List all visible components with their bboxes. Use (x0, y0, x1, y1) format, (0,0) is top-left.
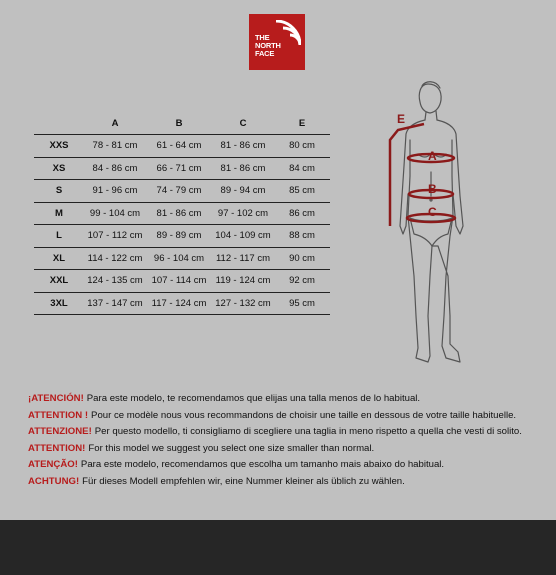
note-lead: ATTENZIONE! (28, 426, 92, 438)
note-text: Pour ce modèle nous vous recommandons de choisir une taille en dessous de votre taille habituelle. (91, 409, 517, 421)
cell-c: 89 - 94 cm (212, 180, 274, 203)
table-row (34, 225, 330, 248)
cell-b: 89 - 89 cm (146, 225, 212, 248)
cell-b: 117 - 124 cm (146, 292, 212, 315)
body-measurement-figure (380, 76, 490, 376)
note-lead: ATTENTION! (28, 442, 86, 454)
cell-e: 95 cm (274, 292, 330, 315)
cell-c: 119 - 124 cm (212, 270, 274, 293)
cell-c: 104 - 109 cm (212, 225, 274, 248)
cell-a: 78 - 81 cm (84, 135, 146, 158)
table-row (34, 157, 330, 180)
size-label: 3XL (34, 292, 84, 315)
header-e: E (274, 112, 330, 135)
label-b: B (428, 182, 437, 196)
cell-c: 81 - 86 cm (212, 135, 274, 158)
note-lead: ¡ATENCIÓN! (28, 393, 84, 404)
brand-wordmark (255, 34, 299, 58)
size-advice-notes (28, 391, 548, 491)
label-c: C (428, 205, 437, 219)
cell-b: 61 - 64 cm (146, 135, 212, 158)
cell-a: 99 - 104 cm (84, 202, 146, 225)
cell-c: 81 - 86 cm (212, 157, 274, 180)
size-label: XXL (34, 270, 84, 293)
note-lead: ATENÇÃO! (28, 459, 78, 471)
size-label: XL (34, 247, 84, 270)
cell-c: 112 - 117 cm (212, 247, 274, 270)
note-text: Para este modelo, te recomendamos que elijas una talla menos de lo habitual. (86, 393, 421, 404)
cell-b: 81 - 86 cm (146, 202, 212, 225)
note-it (28, 424, 548, 441)
cell-c: 127 - 132 cm (212, 292, 274, 315)
cell-a: 91 - 96 cm (84, 180, 146, 203)
logo-line: NORTH (255, 41, 281, 50)
cell-a: 137 - 147 cm (84, 292, 146, 315)
note-en (28, 441, 548, 458)
cell-a: 107 - 112 cm (84, 225, 146, 248)
footer-bar (0, 520, 556, 575)
size-label: S (34, 180, 84, 203)
note-text: Per questo modello, ti consigliamo di scegliere una taglia in meno rispetto a quella che vesti di solito. (94, 426, 522, 438)
size-chart-table (34, 112, 330, 315)
cell-a: 124 - 135 cm (84, 270, 146, 293)
note-pt (28, 457, 548, 474)
cell-b: 66 - 71 cm (146, 157, 212, 180)
cell-e: 88 cm (274, 225, 330, 248)
table-row (34, 202, 330, 225)
label-a: A (428, 149, 437, 163)
note-text: For this model we suggest you select one size smaller than normal. (88, 442, 375, 454)
measure-lines (390, 124, 455, 226)
cell-e: 80 cm (274, 135, 330, 158)
table-header-row (34, 112, 330, 135)
table-row (34, 247, 330, 270)
cell-b: 107 - 114 cm (146, 270, 212, 293)
logo-line: FACE (255, 49, 275, 58)
cell-e: 92 cm (274, 270, 330, 293)
cell-e: 84 cm (274, 157, 330, 180)
cell-e: 86 cm (274, 202, 330, 225)
table-row (34, 180, 330, 203)
cell-a: 114 - 122 cm (84, 247, 146, 270)
note-lead: ACHTUNG! (28, 475, 80, 487)
note-de (28, 474, 548, 491)
cell-e: 90 cm (274, 247, 330, 270)
note-es (28, 391, 548, 408)
size-label: XXS (34, 135, 84, 158)
note-fr (28, 408, 548, 425)
table-row (34, 135, 330, 158)
cell-b: 96 - 104 cm (146, 247, 212, 270)
cell-c: 97 - 102 cm (212, 202, 274, 225)
header-size (34, 112, 84, 135)
note-text: Für dieses Modell empfehlen wir, eine Nummer kleiner als üblich zu wählen. (82, 475, 405, 487)
brand-logo (249, 14, 305, 70)
note-lead: ATTENTION ! (28, 409, 89, 421)
header-b: B (146, 112, 212, 135)
note-text: Para este modelo, recomendamos que escolha um tamanho mais abaixo do habitual. (80, 459, 445, 471)
table-row (34, 292, 330, 315)
label-e: E (397, 112, 406, 126)
size-label: XS (34, 157, 84, 180)
table-row (34, 270, 330, 293)
cell-b: 74 - 79 cm (146, 180, 212, 203)
header-c: C (212, 112, 274, 135)
size-label: M (34, 202, 84, 225)
size-label: L (34, 225, 84, 248)
cell-e: 85 cm (274, 180, 330, 203)
logo-line: THE (255, 33, 270, 42)
header-a: A (84, 112, 146, 135)
cell-a: 84 - 86 cm (84, 157, 146, 180)
